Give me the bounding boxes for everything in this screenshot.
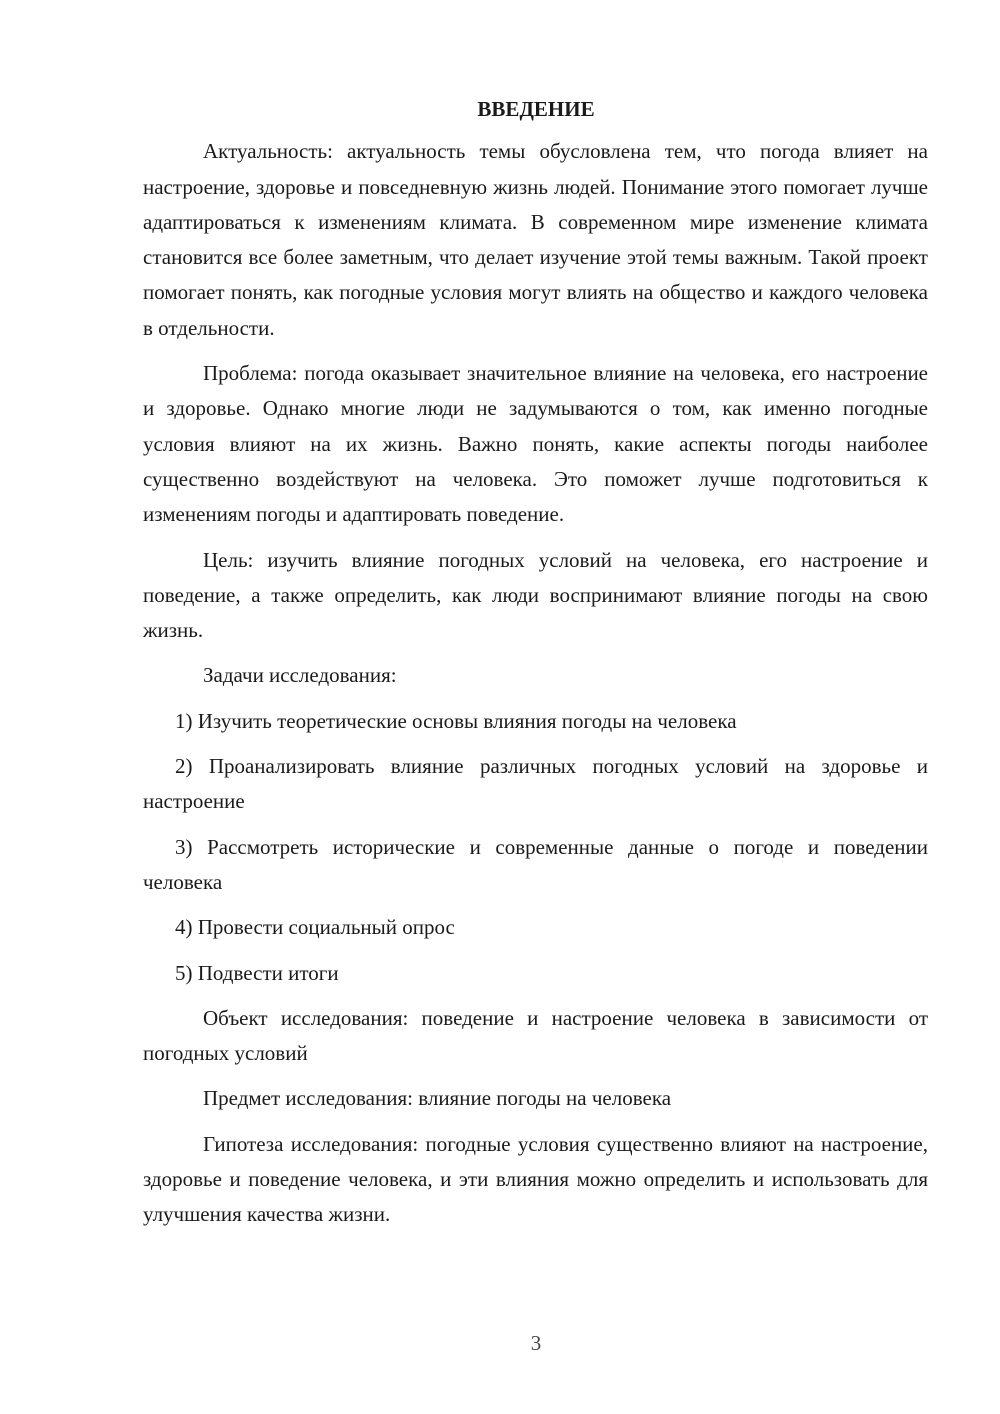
task-item-5: 5) Подвести итоги (175, 960, 339, 985)
page-content (143, 92, 928, 1243)
task-item-1: 1) Изучить теоретические основы влияния погоды на человека (175, 708, 737, 733)
relevance-paragraph: Актуальность: актуальность темы обусловлена тем, что погода влияет на настроение, здоровье и повседневную жизнь людей. Понимание этого помогает лучше адаптироваться к изменениям климата. В современном мире изменение климата становится все более заметным, что делает изучение этой темы важным. Такой проект помогает понять, как погодные условия могут влиять на общество и каждого человека в отдельности. (143, 139, 928, 340)
task-item-2: 2) Проанализировать влияние различных погодных условий на здоровье и настроение (143, 754, 928, 814)
problem-paragraph: Проблема: погода оказывает значительное влияние на человека, его настроение и здоровье. Однако многие люди не задумываются о том, как именно погодные условия влияют на их жизнь. Важно понять, какие аспекты погоды наиболее существенно воздействуют на человека. Это поможет лучше подготовиться к изменениям погоды и адаптировать поведение. (143, 361, 928, 527)
page-number: 3 (530, 1331, 542, 1355)
object-paragraph: Объект исследования: поведение и настроение человека в зависимости от погодных условий (143, 1005, 928, 1066)
tasks-title: Задачи исследования: (203, 663, 397, 688)
section-heading: ВВЕДЕНИЕ (477, 97, 595, 121)
goal-paragraph: Цель: изучить влияние погодных условий на человека, его настроение и поведение, а также определить, как люди воспринимают влияние погоды на свою жизнь. (143, 547, 928, 643)
subject-paragraph: Предмет исследования: влияние погоды на человека (203, 1086, 672, 1111)
hypothesis-paragraph: Гипотеза исследования: погодные условия существенно влияют на настроение, здоровье и поведение человека, и эти влияния можно определить и использовать для улучшения качества жизни. (143, 1131, 928, 1227)
task-item-4: 4) Провести социальный опрос (175, 915, 455, 940)
task-item-3: 3) Рассмотреть исторические и современные данные о погоде и поведении человека (143, 834, 928, 894)
